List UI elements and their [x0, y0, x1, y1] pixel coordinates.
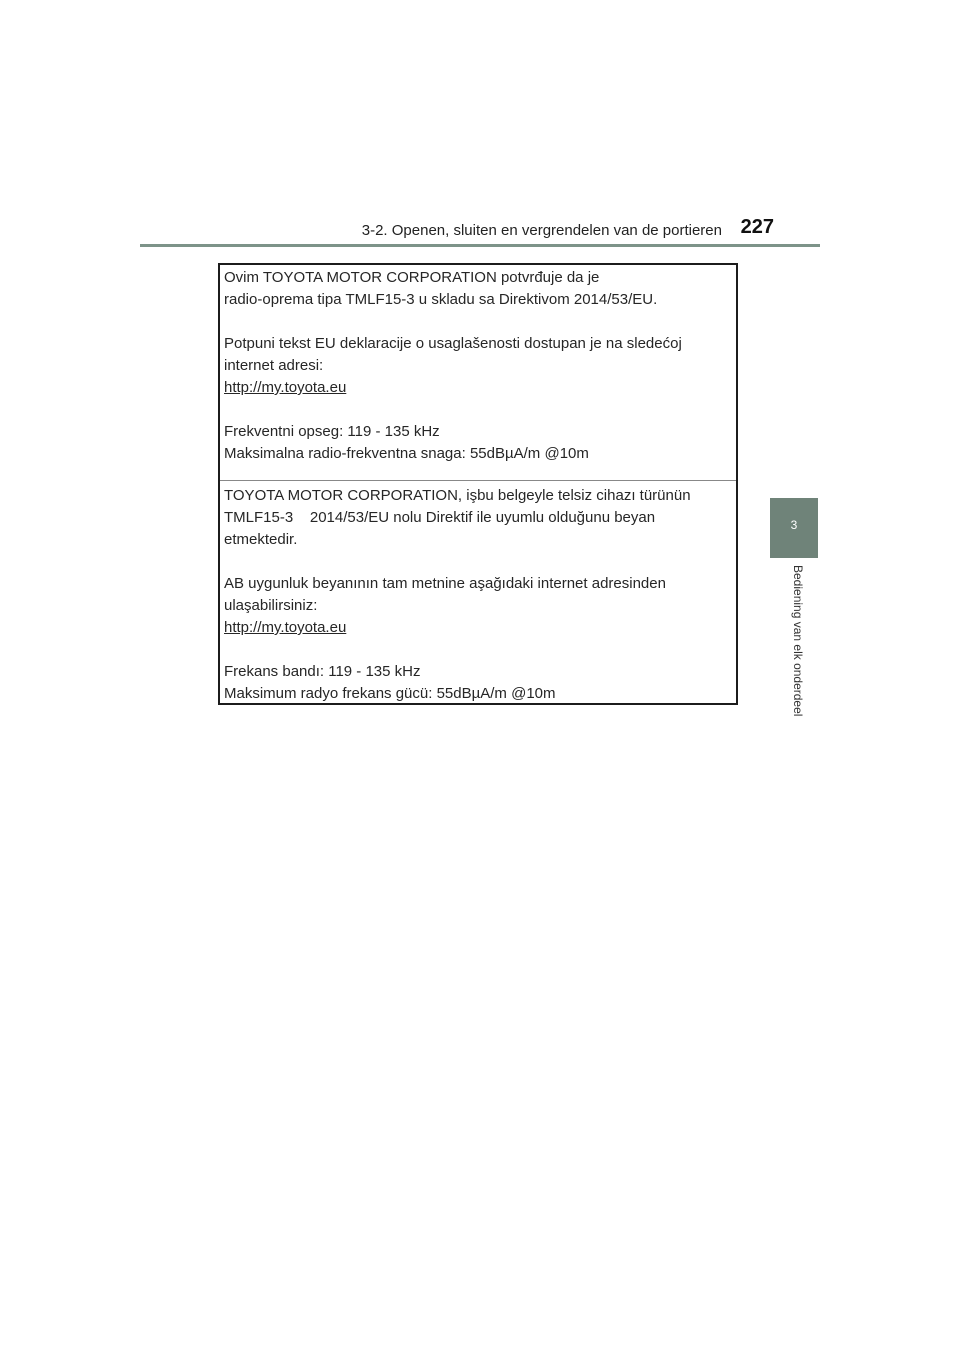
- declaration-serbian: [224, 267, 732, 465]
- tr-url-link[interactable]: http://my.toyota.eu: [224, 619, 347, 636]
- tr-statement-line-3: etmektedir.: [224, 531, 298, 548]
- chapter-side-label: Bediening van elk onderdeel: [791, 565, 805, 717]
- declaration-box: [218, 263, 738, 705]
- rs-statement-line-2: radio-oprema tipa TMLF15-3 u skladu sa Direktivom 2014/53/EU.: [224, 291, 658, 308]
- rs-power: Maksimalna radio-frekventna snaga: 55dBµA/m @10m: [224, 445, 589, 462]
- declaration-turkish: [224, 485, 732, 705]
- rs-fulltext-line-2: internet adresi:: [224, 357, 324, 374]
- rs-frequency: Frekventni opseg: 119 - 135 kHz: [224, 423, 440, 440]
- rs-fulltext-line-1: Potpuni tekst EU deklaracije o usaglašenosti dostupan je na sledećoj: [224, 335, 682, 352]
- tr-power: Maksimum radyo frekans gücü: 55dBµA/m @10m: [224, 685, 556, 702]
- chapter-number: 3: [790, 518, 798, 532]
- header-rule: [140, 244, 820, 247]
- tr-statement-line-1: TOYOTA MOTOR CORPORATION, işbu belgeyle telsiz cihazı türünün: [224, 487, 691, 504]
- section-divider: [220, 480, 736, 481]
- page-number: 227: [740, 216, 774, 238]
- tr-fulltext-line-2: ulaşabilirsiniz:: [224, 597, 318, 614]
- tr-statement-line-2: TMLF15-3 2014/53/EU nolu Direktif ile uyumlu olduğunu beyan: [224, 509, 656, 526]
- tr-fulltext-line-1: AB uygunluk beyanının tam metnine aşağıdaki internet adresinden: [224, 575, 666, 592]
- section-title: 3-2. Openen, sluiten en vergrendelen van de portieren: [361, 222, 722, 239]
- tr-frequency: Frekans bandı: 119 - 135 kHz: [224, 663, 421, 680]
- rs-url-link[interactable]: http://my.toyota.eu: [224, 379, 347, 396]
- chapter-tab: [770, 498, 818, 558]
- rs-statement-line-1: Ovim TOYOTA MOTOR CORPORATION potvrđuje da je: [224, 269, 600, 286]
- page-header: [140, 212, 820, 246]
